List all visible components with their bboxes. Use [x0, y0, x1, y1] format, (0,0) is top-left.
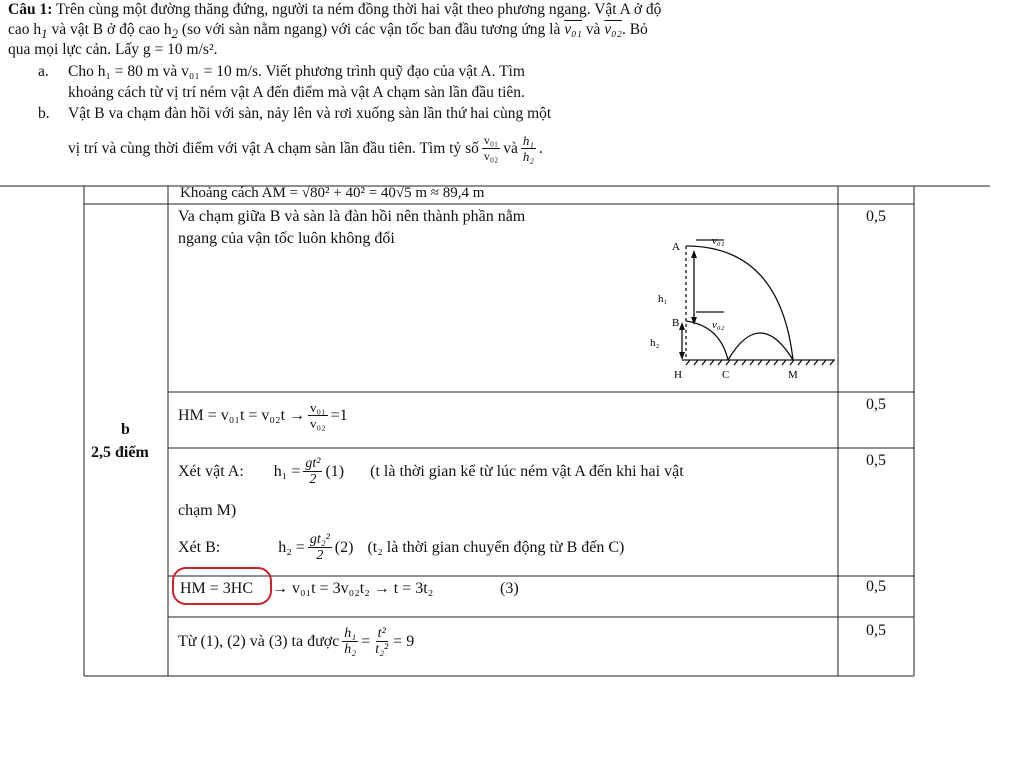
row5-rhs: = 9 [393, 632, 415, 650]
label-B: B [672, 317, 680, 329]
row3-note-1b: chạm M) [178, 502, 237, 519]
part-a-label: a. [38, 63, 49, 80]
row3-frac1-den: 2 [309, 472, 317, 487]
row3-frac2-den: 2 [316, 548, 324, 563]
label-C: C [722, 369, 730, 381]
row3-line-2 [178, 532, 624, 563]
label-M: M [788, 369, 798, 381]
row4-eq: (3) [500, 580, 519, 597]
vector-v02: v₀₂ [604, 21, 622, 38]
problem-text-2a: cao h [8, 21, 42, 38]
row3-eq2: (2) [334, 538, 354, 556]
row3-fraction-1 [303, 456, 322, 487]
row2-rhs: =1 [330, 406, 348, 424]
row5-frac2-den: t₂² [375, 642, 389, 657]
part-b-cell-label: b [121, 421, 130, 438]
row4-rest: → v₀₁t = 3v₀₂t₂ → t = 3t₂ [272, 580, 434, 597]
row2-frac-num: v₀₁ [310, 400, 326, 415]
row3-points: 0,5 [866, 452, 886, 469]
problem-line-2: cao $h_1$ và vật B ở độ cao $h_2$ (so với sàn nằm ngang) với các vận tốc ban đầu tương ứng là v₀₁ và v₀₂. Bỏ [8, 21, 648, 42]
label-v01: v₀₁ [712, 235, 725, 247]
row3-frac1-num: gt² [305, 456, 321, 471]
row3-frac2-num: gt₂² [309, 532, 330, 547]
label-H: H [674, 369, 682, 381]
row3-eq1: (1) [325, 462, 345, 480]
row2-eq-text: HM = v₀₁t = v₀₂t → [178, 406, 306, 424]
row4-circled: HM = 3HC [180, 580, 254, 597]
row3-consider-b: Xét B: [178, 538, 221, 556]
label-h1: h₁ [658, 293, 668, 305]
part-b-line-1: Vật B va chạm đàn hồi với sàn, nảy lên và rơi xuống sàn lần thứ hai cùng một [68, 105, 552, 122]
row5-points: 0,5 [866, 622, 886, 639]
row2-fraction [308, 400, 328, 431]
row2-points: 0,5 [866, 396, 886, 413]
ratio-h-den: h₂ [522, 149, 534, 164]
table-cut-row: Khoảng cách AM = √80² + 40² = 40√5 m ≈ 89,4 m [180, 186, 485, 200]
problem-text-2b: và vật B ở độ cao h [51, 21, 172, 38]
row3-consider-a: Xét vật A: [178, 462, 244, 480]
row3-fraction-2 [308, 532, 332, 563]
part-b-label: b. [38, 105, 50, 122]
vector-v01: v₀₁ [564, 21, 582, 38]
row5-frac1-num: h₁ [344, 626, 357, 641]
part-b-cell-points: 2,5 điểm [91, 444, 149, 461]
row4-points: 0,5 [866, 578, 886, 595]
row5-fraction-h [342, 626, 358, 657]
row5-equation: Từ (1), (2) và (3) ta được $\frac{\text{h₁}}{\text{h₂}}$ = $\frac{\text{t²}}{\text{t₂²}}$ = 9 [178, 626, 415, 657]
row3-h2: h₂ = [278, 538, 305, 556]
row2-frac-den: v₀₂ [310, 416, 326, 431]
problem-line-3: qua mọi lực cản. Lấy g = 10 m/s². [8, 41, 218, 58]
floor-hatching [686, 360, 834, 365]
ratio-v-den: v₀₂ [483, 149, 499, 163]
part-b-line-2: vị trí và cùng thời điểm với vật A chạm sàn lần đầu tiên. Tìm tỷ số $\frac{\text{v₀₁}}{\text{v₀₂}}$ và $\frac{\text{h₁}}{\text{h₂}}$ . [68, 133, 543, 164]
problem-text-2d: và [585, 21, 601, 38]
problem-text-2c: (so với sàn nằm ngang) với các vận tốc ban đầu tương ứng là [181, 21, 561, 38]
row3-note-1: (t là thời gian kể từ lúc ném vật A đến khi hai vật [370, 462, 684, 480]
trajectory-a [686, 246, 793, 360]
row5-frac1-den: h₂ [344, 642, 357, 657]
label-A: A [672, 241, 680, 253]
row5-frac2-num: t² [377, 626, 386, 641]
ratio-v-num: v₀₁ [483, 133, 499, 147]
row1-text-1: Va chạm giữa B và sàn là đàn hồi nên thành phần nằm [178, 208, 526, 225]
ratio-h-num: h₁ [522, 133, 534, 148]
row3-line-1 [178, 456, 684, 487]
part-b-text: vị trí và cùng thời điểm với vật A chạm sàn lần đầu tiên. Tìm tỷ số [68, 140, 479, 157]
part-b-and: và [503, 140, 518, 157]
row1-text-2: ngang của vận tốc luôn không đổi [178, 230, 395, 247]
label-h2: h₂ [650, 337, 660, 349]
problem-text-1: Trên cùng một đường thăng đứng, người ta ném đồng thời hai vật theo phương ngang. Vật A ở độ [55, 1, 662, 18]
problem-heading: Câu 1: [8, 1, 53, 18]
trajectory-diagram [630, 226, 840, 386]
part-a-line-2: khoảng cách từ vị trí ném vật A đến điểm mà vật A chạm sàn lần đầu tiên. [68, 84, 525, 101]
problem-text-2e: . Bỏ [621, 21, 648, 38]
row3-h1: h₁ = [273, 462, 301, 480]
row5-fraction-t [373, 626, 390, 657]
row5-text: Từ (1), (2) và (3) ta được [178, 632, 340, 650]
label-v02: v₀₂ [712, 319, 725, 331]
trajectory-b-2 [728, 333, 793, 360]
row1-points: 0,5 [866, 208, 886, 225]
part-a-line-1: Cho h₁ = 80 m và v₀₁ = 10 m/s. Viết phương trình quỹ đạo của vật A. Tìm [68, 63, 525, 80]
row2-equation [178, 400, 348, 431]
row3-note-2: (t₂ là thời gian chuyển động từ B đến C) [367, 538, 625, 556]
